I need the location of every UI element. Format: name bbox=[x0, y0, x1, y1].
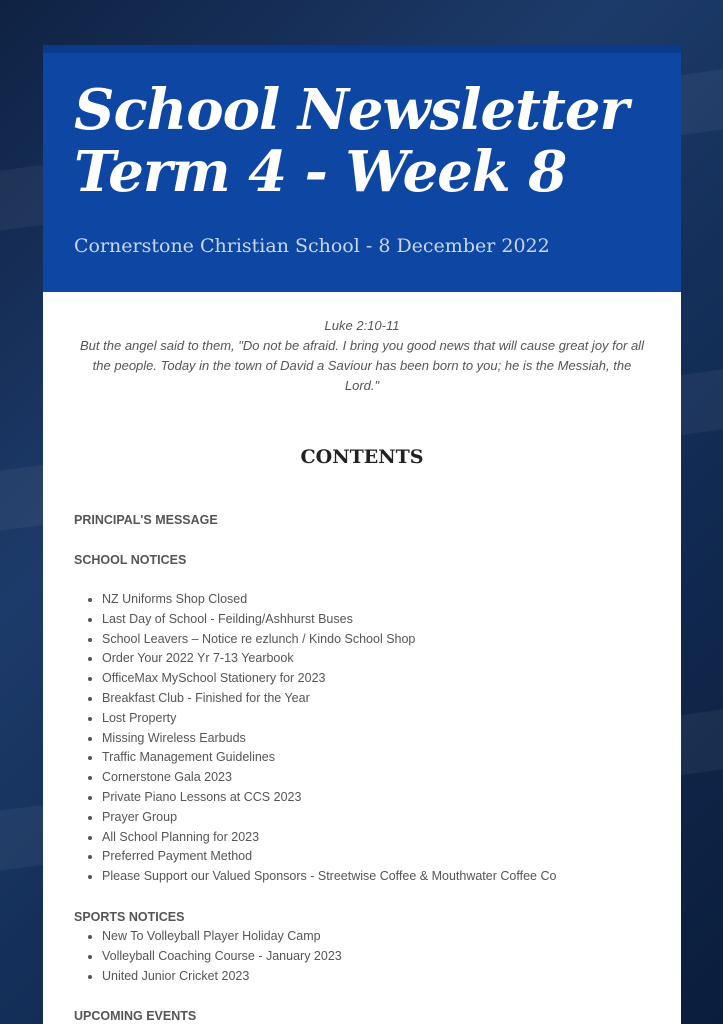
newsletter-title bbox=[74, 79, 650, 203]
verse-reference: Luke 2:10-11 bbox=[324, 318, 400, 333]
contents-list-item[interactable]: • NZ Uniforms Shop Closed bbox=[102, 590, 650, 610]
contents-list-item[interactable]: • Last Day of School - Feilding/Ashhurst Buses bbox=[102, 610, 650, 630]
contents-list-item[interactable]: • OfficeMax MySchool Stationery for 2023 bbox=[102, 669, 650, 689]
contents-list-item[interactable]: • Preferred Payment Method bbox=[102, 847, 650, 867]
contents-list-item[interactable]: • Breakfast Club - Finished for the Year bbox=[102, 689, 650, 709]
contents-list-item[interactable]: • Cornerstone Gala 2023 bbox=[102, 768, 650, 788]
contents-list-item[interactable]: • Order Your 2022 Yr 7-13 Yearbook bbox=[102, 649, 650, 669]
school-notices-list bbox=[74, 590, 650, 887]
contents-list-item[interactable]: • Volleyball Coaching Course - January 2023 bbox=[102, 947, 650, 967]
verse-text: But the angel said to them, "Do not be afraid. I bring you good news that will cause great joy for all the people. Today in the town of David a Saviour has been born to you; he is the Messiah, the Lord." bbox=[80, 338, 644, 393]
contents-list-item[interactable]: • Traffic Management Guidelines bbox=[102, 748, 650, 768]
contents-list-item[interactable]: • All School Planning for 2023 bbox=[102, 828, 650, 848]
title-line-2: Term 4 - Week 8 bbox=[74, 139, 567, 205]
newsletter-content bbox=[43, 292, 681, 1024]
newsletter-header bbox=[43, 45, 681, 292]
upcoming-events-heading[interactable]: UPCOMING EVENTS bbox=[74, 1009, 197, 1024]
sports-notices-list bbox=[74, 927, 650, 986]
sports-notices-heading[interactable]: SPORTS NOTICES bbox=[74, 909, 185, 924]
contents-list-item[interactable]: • Please Support our Valued Sponsors - Streetwise Coffee & Mouthwater Coffee Co bbox=[102, 867, 650, 887]
title-line-1: School Newsletter bbox=[74, 77, 629, 143]
school-notices-heading[interactable]: SCHOOL NOTICES bbox=[74, 553, 187, 567]
newsletter-subtitle: Cornerstone Christian School - 8 December 2022 bbox=[74, 235, 550, 257]
contents-list-item[interactable]: • Prayer Group bbox=[102, 808, 650, 828]
bible-verse bbox=[74, 316, 650, 396]
contents-list-item[interactable]: • Lost Property bbox=[102, 709, 650, 729]
newsletter-page bbox=[43, 45, 681, 1024]
contents-list-item[interactable]: • Missing Wireless Earbuds bbox=[102, 729, 650, 749]
contents-list-item[interactable]: • United Junior Cricket 2023 bbox=[102, 967, 650, 987]
contents-list-item[interactable]: • Private Piano Lessons at CCS 2023 bbox=[102, 788, 650, 808]
principal-message-link[interactable]: PRINCIPAL'S MESSAGE bbox=[74, 513, 218, 527]
contents-list-item[interactable]: • New To Volleyball Player Holiday Camp bbox=[102, 927, 650, 947]
contents-list-item[interactable]: • School Leavers – Notice re ezlunch / Kindo School Shop bbox=[102, 630, 650, 650]
contents-heading: CONTENTS bbox=[300, 446, 424, 468]
